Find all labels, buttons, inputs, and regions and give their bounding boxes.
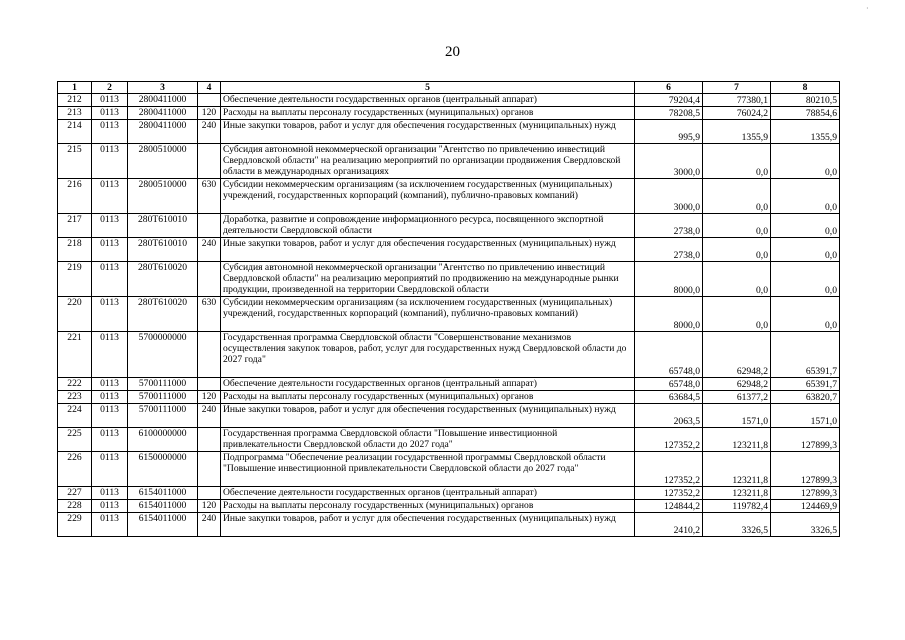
item-name-cell: Обеспечение деятельности государственных органов (центральный аппарат) xyxy=(221,487,635,500)
section-code-cell: 0113 xyxy=(92,94,128,107)
item-name-cell: Иные закупки товаров, работ и услуг для обеспечения государственных (муниципальных) нужд xyxy=(221,238,635,262)
row-number-cell: 214 xyxy=(58,120,92,144)
item-name-cell: Иные закупки товаров, работ и услуг для обеспечения государственных (муниципальных) нужд xyxy=(221,404,635,428)
section-code-cell: 0113 xyxy=(92,262,128,297)
section-code-cell: 0113 xyxy=(92,297,128,332)
target-article-cell: 280Т610020 xyxy=(128,297,198,332)
row-number-cell: 223 xyxy=(58,391,92,404)
section-code-cell: 0113 xyxy=(92,120,128,144)
amount-col8-cell: 0,0 xyxy=(771,179,840,214)
amount-col7-cell: 3326,5 xyxy=(703,513,771,537)
target-article-cell: 2800411000 xyxy=(128,94,198,107)
amount-col6-cell: 2063,5 xyxy=(635,404,703,428)
amount-col8-cell: 65391,7 xyxy=(771,332,840,378)
amount-col6-cell: 127352,2 xyxy=(635,487,703,500)
section-code-cell: 0113 xyxy=(92,404,128,428)
target-article-cell: 5700000000 xyxy=(128,332,198,378)
table-row xyxy=(58,214,840,238)
corner-mark: · xyxy=(866,4,869,13)
amount-col7-cell: 77380,1 xyxy=(703,94,771,107)
item-name-cell: Иные закупки товаров, работ и услуг для обеспечения государственных (муниципальных) нужд xyxy=(221,120,635,144)
amount-col6-cell: 2410,2 xyxy=(635,513,703,537)
row-number-cell: 218 xyxy=(58,238,92,262)
amount-col8-cell: 63820,7 xyxy=(771,391,840,404)
amount-col8-cell: 0,0 xyxy=(771,262,840,297)
target-article-cell: 2800411000 xyxy=(128,120,198,144)
table-row xyxy=(58,144,840,179)
section-code-cell: 0113 xyxy=(92,428,128,452)
expense-type-cell xyxy=(198,452,221,487)
amount-col8-cell: 78854,6 xyxy=(771,107,840,120)
expense-type-cell: 240 xyxy=(198,513,221,537)
section-code-cell: 0113 xyxy=(92,144,128,179)
expense-type-cell: 630 xyxy=(198,297,221,332)
amount-col8-cell: 80210,5 xyxy=(771,94,840,107)
amount-col6-cell: 995,9 xyxy=(635,120,703,144)
item-name-cell: Подпрограмма "Обеспечение реализации государственной программы Свердловской области "Повышение инвестиционной привлекательности Свердловской области до 2027 года" xyxy=(221,452,635,487)
section-code-cell: 0113 xyxy=(92,513,128,537)
row-number-cell: 228 xyxy=(58,500,92,513)
column-header: 6 xyxy=(635,82,703,94)
row-number-cell: 215 xyxy=(58,144,92,179)
amount-col7-cell: 76024,2 xyxy=(703,107,771,120)
item-name-cell: Субсидия автономной некоммерческой организации "Агентство по привлечению инвестиций Свердловской области" на реализацию мероприятий по продвижению на международные рынки продукции, произведенной на территории Свердловской области xyxy=(221,262,635,297)
amount-col8-cell: 0,0 xyxy=(771,297,840,332)
row-number-cell: 217 xyxy=(58,214,92,238)
amount-col8-cell: 127899,3 xyxy=(771,428,840,452)
section-code-cell: 0113 xyxy=(92,107,128,120)
amount-col8-cell: 0,0 xyxy=(771,214,840,238)
expense-type-cell xyxy=(198,378,221,391)
column-header: 1 xyxy=(58,82,92,94)
section-code-cell: 0113 xyxy=(92,179,128,214)
table-body xyxy=(58,94,840,537)
item-name-cell: Субсидии некоммерческим организациям (за исключением государственных (муниципальных) учреждений, государственных корпораций (компаний), публично-правовых компаний) xyxy=(221,297,635,332)
amount-col7-cell: 1571,0 xyxy=(703,404,771,428)
target-article-cell: 280Т610010 xyxy=(128,214,198,238)
table-row xyxy=(58,332,840,378)
table-row xyxy=(58,179,840,214)
expense-type-cell xyxy=(198,487,221,500)
item-name-cell: Расходы на выплаты персоналу государственных (муниципальных) органов xyxy=(221,500,635,513)
row-number-cell: 229 xyxy=(58,513,92,537)
target-article-cell: 2800510000 xyxy=(128,144,198,179)
amount-col7-cell: 0,0 xyxy=(703,262,771,297)
expense-type-cell: 120 xyxy=(198,391,221,404)
expense-type-cell: 120 xyxy=(198,500,221,513)
table-row xyxy=(58,452,840,487)
amount-col7-cell: 0,0 xyxy=(703,179,771,214)
table-row xyxy=(58,391,840,404)
row-number-cell: 213 xyxy=(58,107,92,120)
section-code-cell: 0113 xyxy=(92,214,128,238)
target-article-cell: 5700111000 xyxy=(128,404,198,428)
item-name-cell: Расходы на выплаты персоналу государственных (муниципальных) органов xyxy=(221,107,635,120)
amount-col6-cell: 79204,4 xyxy=(635,94,703,107)
column-header: 2 xyxy=(92,82,128,94)
amount-col7-cell: 1355,9 xyxy=(703,120,771,144)
amount-col6-cell: 78208,5 xyxy=(635,107,703,120)
column-header: 3 xyxy=(128,82,198,94)
table-header-row xyxy=(58,82,840,94)
expense-type-cell: 120 xyxy=(198,107,221,120)
expense-type-cell: 240 xyxy=(198,120,221,144)
section-code-cell: 0113 xyxy=(92,452,128,487)
amount-col6-cell: 8000,0 xyxy=(635,297,703,332)
target-article-cell: 6150000000 xyxy=(128,452,198,487)
section-code-cell: 0113 xyxy=(92,500,128,513)
table-row xyxy=(58,378,840,391)
amount-col7-cell: 61377,2 xyxy=(703,391,771,404)
amount-col6-cell: 124844,2 xyxy=(635,500,703,513)
amount-col6-cell: 63684,5 xyxy=(635,391,703,404)
section-code-cell: 0113 xyxy=(92,332,128,378)
row-number-cell: 212 xyxy=(58,94,92,107)
expense-type-cell xyxy=(198,144,221,179)
expense-type-cell xyxy=(198,332,221,378)
item-name-cell: Обеспечение деятельности государственных органов (центральный аппарат) xyxy=(221,378,635,391)
column-header: 7 xyxy=(703,82,771,94)
amount-col8-cell: 0,0 xyxy=(771,144,840,179)
amount-col6-cell: 65748,0 xyxy=(635,378,703,391)
row-number-cell: 221 xyxy=(58,332,92,378)
amount-col6-cell: 65748,0 xyxy=(635,332,703,378)
amount-col8-cell: 127899,3 xyxy=(771,487,840,500)
row-number-cell: 224 xyxy=(58,404,92,428)
target-article-cell: 2800411000 xyxy=(128,107,198,120)
expense-type-cell xyxy=(198,428,221,452)
item-name-cell: Иные закупки товаров, работ и услуг для обеспечения государственных (муниципальных) нужд xyxy=(221,513,635,537)
row-number-cell: 226 xyxy=(58,452,92,487)
expense-type-cell: 240 xyxy=(198,404,221,428)
amount-col7-cell: 0,0 xyxy=(703,144,771,179)
table-row xyxy=(58,428,840,452)
section-code-cell: 0113 xyxy=(92,487,128,500)
section-code-cell: 0113 xyxy=(92,378,128,391)
target-article-cell: 5700111000 xyxy=(128,391,198,404)
amount-col8-cell: 3326,5 xyxy=(771,513,840,537)
table-row xyxy=(58,120,840,144)
row-number-cell: 222 xyxy=(58,378,92,391)
amount-col6-cell: 2738,0 xyxy=(635,238,703,262)
target-article-cell: 6154011000 xyxy=(128,487,198,500)
table-row xyxy=(58,487,840,500)
amount-col8-cell: 1571,0 xyxy=(771,404,840,428)
expense-type-cell: 240 xyxy=(198,238,221,262)
table-row xyxy=(58,297,840,332)
amount-col7-cell: 0,0 xyxy=(703,297,771,332)
target-article-cell: 2800510000 xyxy=(128,179,198,214)
amount-col6-cell: 3000,0 xyxy=(635,144,703,179)
amount-col7-cell: 62948,2 xyxy=(703,332,771,378)
amount-col8-cell: 1355,9 xyxy=(771,120,840,144)
row-number-cell: 220 xyxy=(58,297,92,332)
row-number-cell: 227 xyxy=(58,487,92,500)
table-row xyxy=(58,404,840,428)
target-article-cell: 6154011000 xyxy=(128,513,198,537)
amount-col8-cell: 124469,9 xyxy=(771,500,840,513)
target-article-cell: 280Т610020 xyxy=(128,262,198,297)
section-code-cell: 0113 xyxy=(92,391,128,404)
row-number-cell: 219 xyxy=(58,262,92,297)
amount-col6-cell: 127352,2 xyxy=(635,428,703,452)
amount-col6-cell: 127352,2 xyxy=(635,452,703,487)
table-row xyxy=(58,500,840,513)
amount-col6-cell: 8000,0 xyxy=(635,262,703,297)
column-header: 5 xyxy=(221,82,635,94)
column-header: 4 xyxy=(198,82,221,94)
amount-col8-cell: 127899,3 xyxy=(771,452,840,487)
amount-col7-cell: 123211,8 xyxy=(703,428,771,452)
amount-col6-cell: 3000,0 xyxy=(635,179,703,214)
page-number: 20 xyxy=(445,44,460,60)
amount-col7-cell: 123211,8 xyxy=(703,452,771,487)
expense-type-cell: 630 xyxy=(198,179,221,214)
row-number-cell: 225 xyxy=(58,428,92,452)
target-article-cell: 280Т610010 xyxy=(128,238,198,262)
amount-col6-cell: 2738,0 xyxy=(635,214,703,238)
row-number-cell: 216 xyxy=(58,179,92,214)
expense-type-cell xyxy=(198,94,221,107)
item-name-cell: Доработка, развитие и сопровождение информационного ресурса, посвященного экспортной деятельности Свердловской области xyxy=(221,214,635,238)
table-row xyxy=(58,94,840,107)
item-name-cell: Расходы на выплаты персоналу государственных (муниципальных) органов xyxy=(221,391,635,404)
table-row xyxy=(58,262,840,297)
amount-col7-cell: 0,0 xyxy=(703,214,771,238)
target-article-cell: 6154011000 xyxy=(128,500,198,513)
table-row xyxy=(58,107,840,120)
amount-col7-cell: 123211,8 xyxy=(703,487,771,500)
amount-col7-cell: 119782,4 xyxy=(703,500,771,513)
column-header: 8 xyxy=(771,82,840,94)
expense-type-cell xyxy=(198,214,221,238)
item-name-cell: Государственная программа Свердловской области "Повышение инвестиционной привлекательности Свердловской области до 2027 года" xyxy=(221,428,635,452)
amount-col7-cell: 62948,2 xyxy=(703,378,771,391)
item-name-cell: Государственная программа Свердловской области "Совершенствование механизмов осуществления закупок товаров, работ, услуг для государственных нужд Свердловской области до 2027 года" xyxy=(221,332,635,378)
expense-type-cell xyxy=(198,262,221,297)
target-article-cell: 5700111000 xyxy=(128,378,198,391)
table-row xyxy=(58,513,840,537)
item-name-cell: Субсидия автономной некоммерческой организации "Агентство по привлечению инвестиций Свердловской области" на реализацию мероприятий по организации продвижения Свердловской области в международных организациях xyxy=(221,144,635,179)
target-article-cell: 6100000000 xyxy=(128,428,198,452)
table-row xyxy=(58,238,840,262)
item-name-cell: Субсидии некоммерческим организациям (за исключением государственных (муниципальных) учреждений, государственных корпораций (компаний), публично-правовых компаний) xyxy=(221,179,635,214)
amount-col7-cell: 0,0 xyxy=(703,238,771,262)
amount-col8-cell: 65391,7 xyxy=(771,378,840,391)
amount-col8-cell: 0,0 xyxy=(771,238,840,262)
section-code-cell: 0113 xyxy=(92,238,128,262)
item-name-cell: Обеспечение деятельности государственных органов (центральный аппарат) xyxy=(221,94,635,107)
budget-table xyxy=(57,81,840,537)
